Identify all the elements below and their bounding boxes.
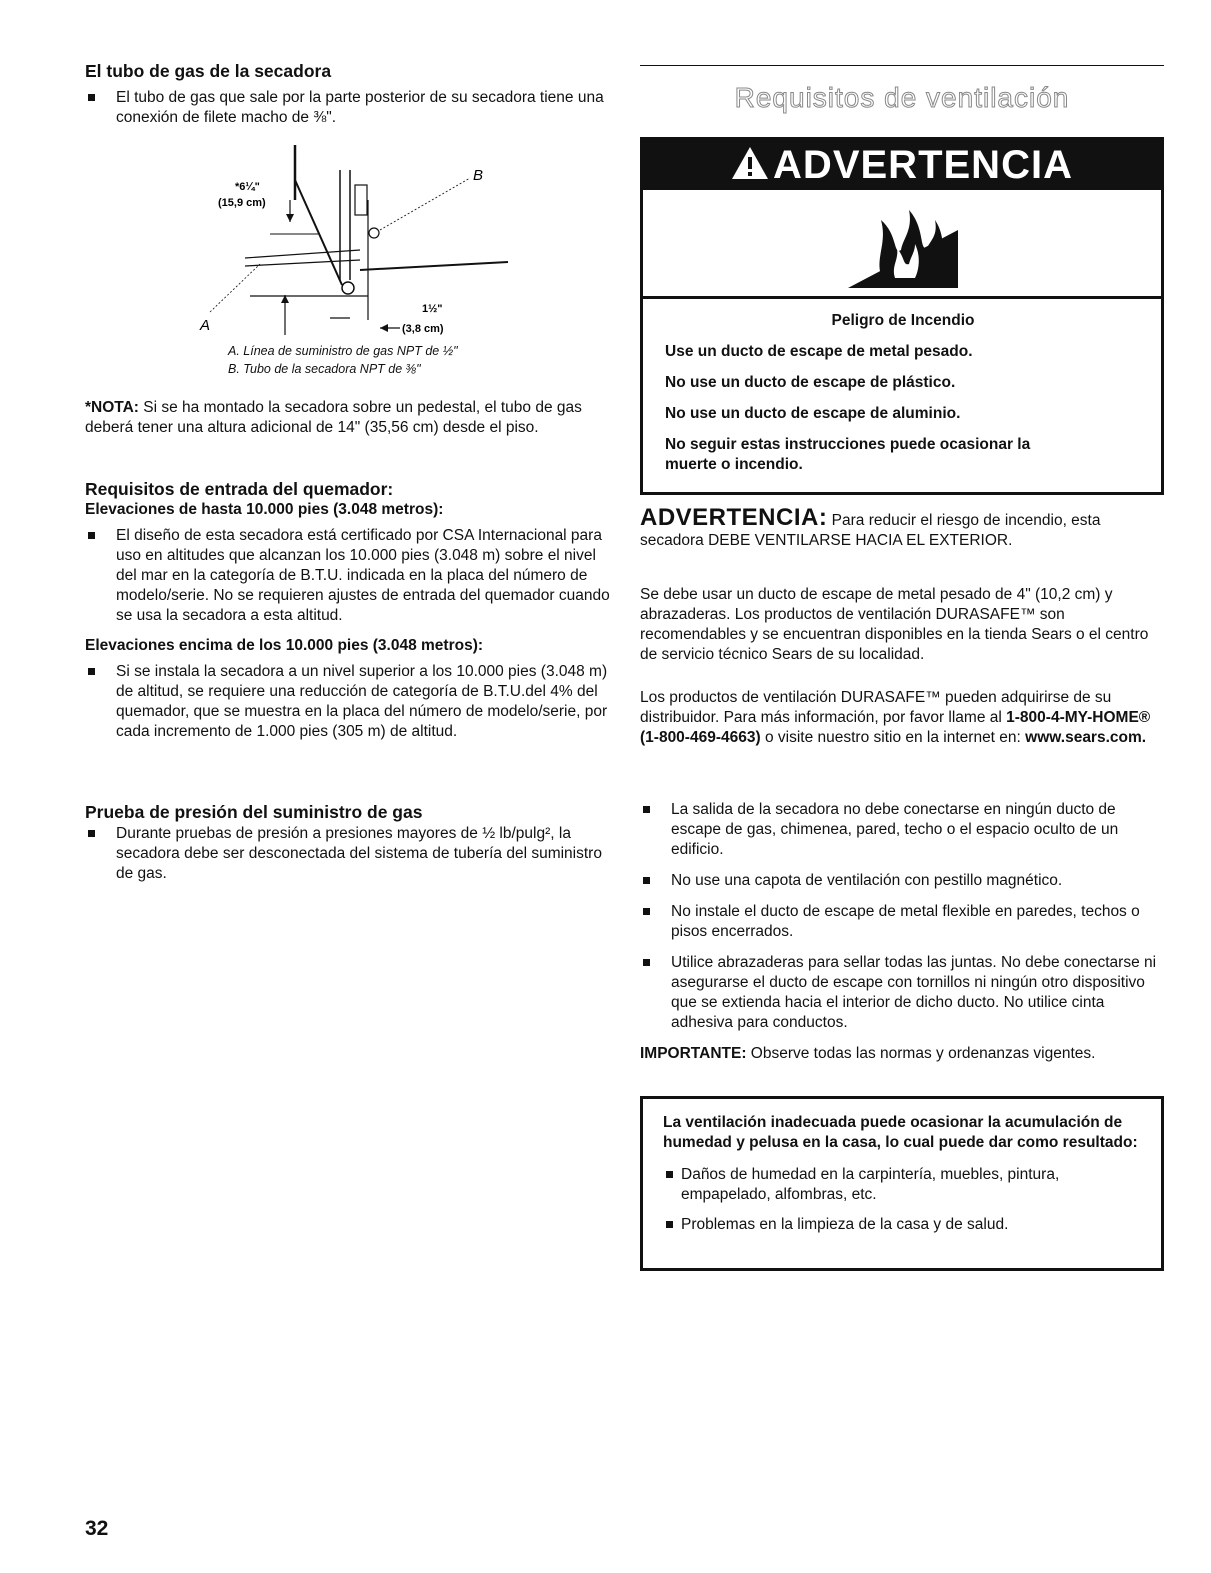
pressure-title: Prueba de presión del suministro de gas: [85, 802, 423, 822]
box-bullet-1: Daños de humedad en la carpintería, muebles, pintura, empapelado, alfombras, etc.: [663, 1165, 1143, 1205]
warn-line-1: Use un ducto de escape de metal pesado.: [665, 343, 973, 360]
caption-a: A. Línea de suministro de gas NPT de ½": [228, 344, 458, 358]
adv-paragraph: [640, 504, 1164, 551]
elev1-bullet: El diseño de esta secadora está certificado por CSA Internacional para uso en altitudes que alcanzan los 10.000 pies (3.048 m) sobre el nivel del mar en la categoría de B.T.U. indicada en la placa del número de modelo/serie. No se requieren ajustes de entrada del quemador cuando se usa la secadora a esta altitud.: [85, 526, 610, 626]
warn-line-2: No use un ducto de escape de plástico.: [665, 374, 956, 391]
vent-bullet-1: La salida de la secadora no debe conectarse en ningún ducto de escape de gas, chimenea, pared, techo o el espacio oculto de un edificio.: [640, 800, 1160, 860]
page-number: 32: [85, 1517, 109, 1540]
important-text: Observe todas las normas y ordenanzas vigentes.: [750, 1045, 1096, 1062]
elev2-bullet: Si se instala la secadora a un nivel superior a los 10.000 pies (3.048 m) de altitud, se requiere una reducción de categoría de B.T.U.del 4% del quemador, que se muestra en la placa del número de modelo/serie, por cada incremento de 1.000 pies (305 m) de altitud.: [85, 662, 610, 742]
para2: [640, 688, 1164, 748]
warning-triangle-icon: [731, 142, 769, 176]
pressure-section: [85, 801, 610, 884]
caption-b: B. Tubo de la secadora NPT de ⅜": [228, 362, 421, 376]
dim2-line2: (3,8 cm): [402, 323, 444, 335]
important-label: IMPORTANTE:: [640, 1045, 747, 1062]
warn-line-3: No use un ducto de escape de aluminio.: [665, 405, 961, 422]
gas-pipe-bullet: El tubo de gas que sale por la parte posterior de su secadora tiene una conexión de filete macho de ⅜".: [85, 88, 610, 128]
section-title: Requisitos de ventilación: [734, 82, 1070, 113]
para1-text: Se debe usar un ducto de escape de metal pesado de 4" (10,2 cm) y abrazaderas. Los productos de ventilación DURASAFE™ son recomendables y se encuentran disponibles en la tienda Sears o el centro de servicio técnico Sears de su localidad.: [640, 586, 1149, 663]
fire-symbol-area: [643, 190, 1161, 299]
note-label: *NOTA:: [85, 399, 139, 416]
para1: [640, 585, 1164, 665]
vent-bullet-4: Utilice abrazaderas para sellar todas las juntas. No debe conectarse ni asegurarse el ducto de escape con tornillos ni ningún otro dispositivo que se extienda hacia el interior de dicho ducto. No utilice cinta adhesiva para conductos.: [640, 953, 1160, 1033]
vent-bullet-3: No instale el ducto de escape de metal flexible en paredes, techos o pisos encerrados.: [640, 902, 1160, 942]
burner-title: Requisitos de entrada del quemador:: [85, 479, 394, 499]
gas-pipe-diagram: [190, 140, 520, 340]
label-b: B: [473, 167, 484, 184]
dim2-line1: 1½": [422, 303, 443, 315]
para2-mid: o visite nuestro sitio en la internet en:: [764, 729, 1021, 746]
warn-line-4: No seguir estas instrucciones puede ocasionar la muerte o incendio.: [665, 436, 1031, 473]
box-title: La ventilación inadecuada puede ocasionar la acumulación de humedad y pelusa en la casa, lo cual puede dar como resultado:: [663, 1114, 1138, 1151]
vent-bullet-2: No use una capota de ventilación con pestillo magnético.: [640, 871, 1160, 891]
warning-box: [640, 137, 1164, 495]
note: [85, 398, 610, 438]
pressure-bullet: Durante pruebas de presión a presiones mayores de ½ lb/pulg², la secadora debe ser desconectada del sistema de tubería del suministro de gas.: [85, 824, 610, 884]
warning-header: [643, 140, 1161, 190]
box-bullet-2: Problemas en la limpieza de la casa y de salud.: [663, 1215, 1143, 1235]
warning-body: [643, 299, 1161, 475]
note-text: Si se ha montado la secadora sobre un pedestal, el tubo de gas deberá tener una altura adicional de 14" (35,56 cm) desde el piso.: [85, 399, 582, 436]
elev2-title: Elevaciones encima de los 10.000 pies (3.048 metros):: [85, 637, 484, 654]
adv-label: ADVERTENCIA:: [640, 504, 828, 531]
elev1-title: Elevaciones de hasta 10.000 pies (3.048 metros):: [85, 501, 444, 518]
para2-text: Los productos de ventilación DURASAFE™ pueden adquirirse de su distribuidor. Para más información, por favor llame al: [640, 689, 1112, 726]
left-column: [85, 60, 610, 128]
dim1-line1: *6¼": [235, 181, 260, 193]
adv-text: Para reducir el riesgo de incendio, esta secadora DEBE VENTILARSE HACIA EL EXTERIOR.: [640, 512, 1101, 549]
burner-section: [85, 478, 610, 742]
fire-icon: [843, 200, 963, 292]
phone-number[interactable]: 1-800-4-MY-HOME® (1-800-469-4663): [640, 709, 1151, 746]
gas-pipe-title: El tubo de gas de la secadora: [85, 61, 332, 81]
section-rule: [640, 65, 1164, 66]
website-link[interactable]: www.sears.com.: [1025, 729, 1147, 746]
vent-bullets: [640, 800, 1160, 1064]
dim1-line2: (15,9 cm): [218, 197, 266, 209]
label-a: A: [200, 317, 211, 334]
warning-header-text: ADVERTENCIA: [773, 143, 1073, 187]
hazard-title: Peligro de Incendio: [831, 312, 975, 329]
moisture-box: [640, 1096, 1164, 1271]
